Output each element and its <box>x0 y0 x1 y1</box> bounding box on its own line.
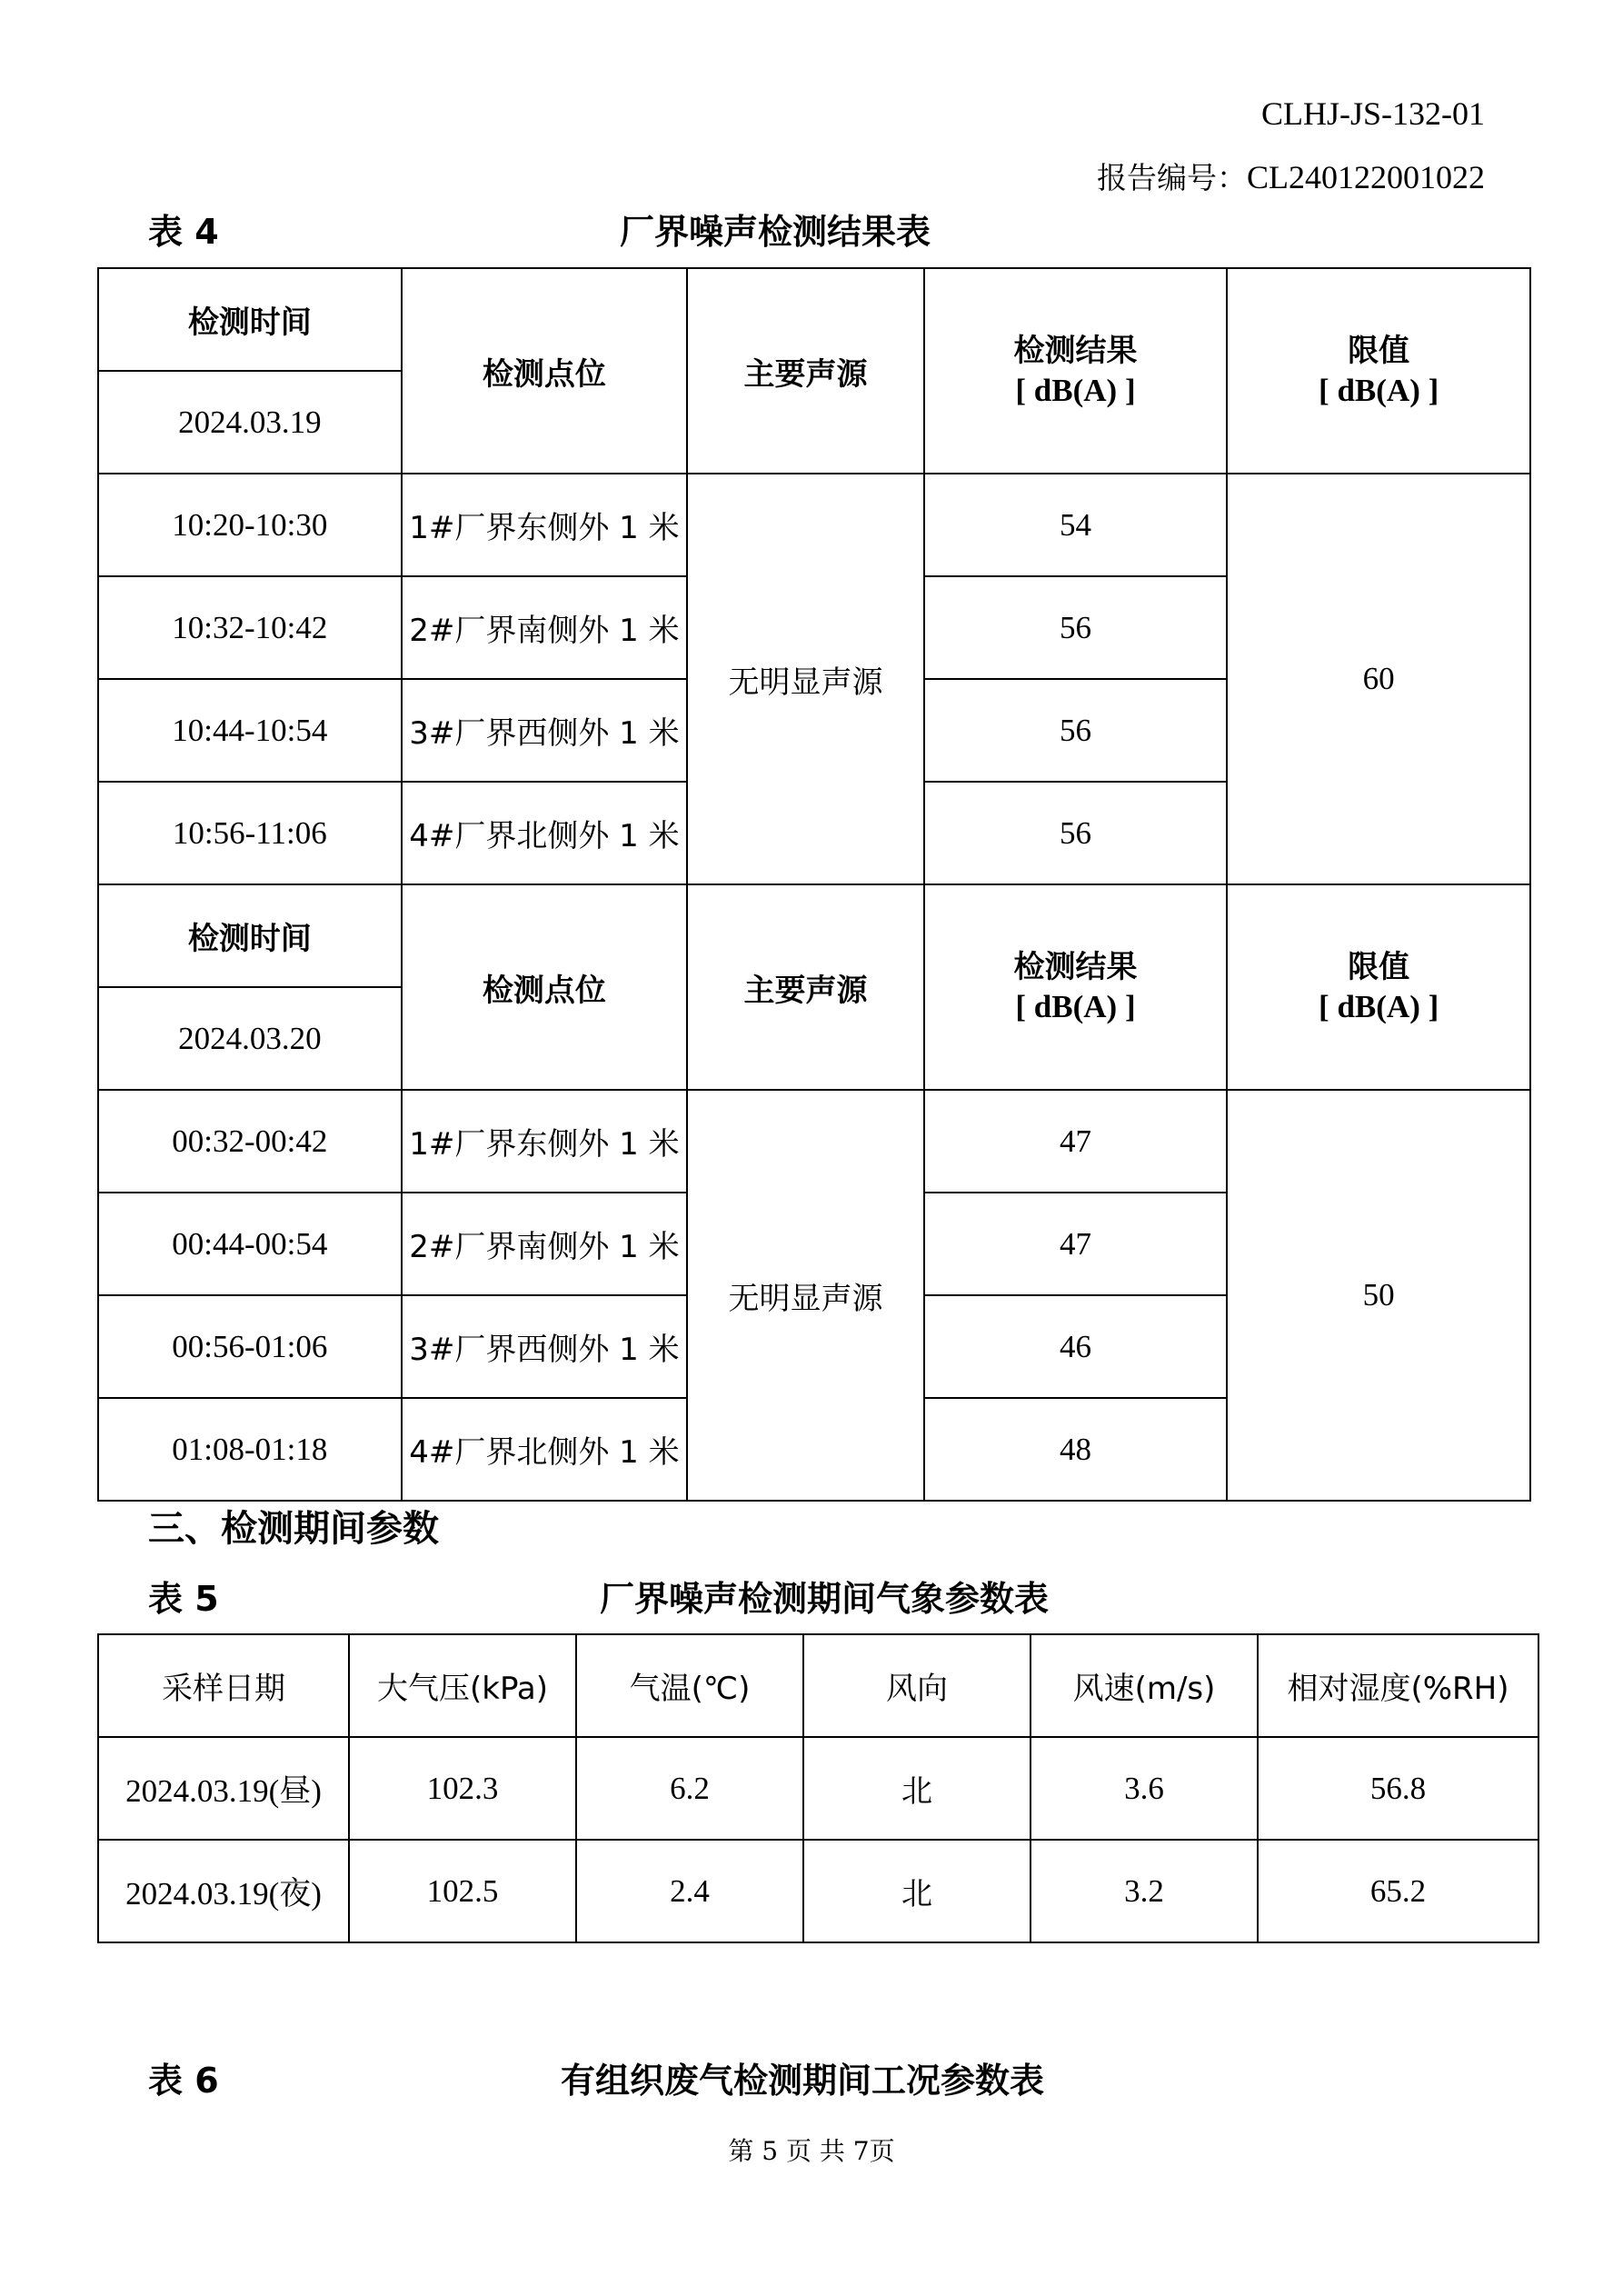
table5-header-cell: 气温(℃) <box>576 1634 803 1737</box>
report-number <box>1097 155 1485 197</box>
report-number-label: 报告编号： <box>1096 160 1247 195</box>
table5-header-cell: 相对湿度(%RH) <box>1258 1634 1538 1737</box>
table6-label: 表 6 <box>148 2061 219 2101</box>
table5-header-cell: 大气压(kPa) <box>349 1634 576 1737</box>
header-limit-label: 限值 <box>1348 333 1410 369</box>
header-result-unit: [ dB(A) ] <box>1015 373 1136 408</box>
table5-cell: 56.8 <box>1258 1737 1538 1840</box>
main-source: 无明显声源 <box>687 474 923 884</box>
weather-params-table <box>97 1633 1539 1943</box>
table-row <box>98 1840 1538 1942</box>
table5-header-cell: 采样日期 <box>98 1634 349 1737</box>
measure-time: 10:56-11:06 <box>98 782 402 884</box>
table5-cell: 6.2 <box>576 1737 803 1840</box>
report-number-value: CL240122001022 <box>1246 159 1485 195</box>
measure-result: 56 <box>924 679 1228 782</box>
table4-title: 厂界噪声检测结果表 <box>620 212 931 252</box>
header-limit-unit: [ dB(A) ] <box>1319 989 1439 1024</box>
measure-time: 01:08-01:18 <box>98 1398 402 1501</box>
header-time: 检测时间 <box>98 268 402 371</box>
measure-time: 10:32-10:42 <box>98 576 402 679</box>
header-result-label: 检测结果 <box>1013 949 1138 985</box>
table5-cell: 2024.03.19(昼) <box>98 1737 349 1840</box>
header-limit <box>1227 884 1530 1090</box>
measure-time: 10:44-10:54 <box>98 679 402 782</box>
table5-cell: 北 <box>803 1737 1031 1840</box>
header-result <box>924 268 1228 474</box>
table5-header-cell: 风向 <box>803 1634 1031 1737</box>
header-limit-unit: [ dB(A) ] <box>1319 373 1439 408</box>
table4-label: 表 4 <box>148 212 219 252</box>
table5-cell: 102.3 <box>349 1737 576 1840</box>
header-result <box>924 884 1228 1090</box>
measure-point: 4#厂界北侧外 1 米 <box>402 782 688 884</box>
table5-header-cell: 风速(m/s) <box>1031 1634 1258 1737</box>
header-limit-label: 限值 <box>1348 949 1410 985</box>
measure-point: 2#厂界南侧外 1 米 <box>402 1193 688 1295</box>
document-code: CLHJ-JS-132-01 <box>1260 95 1485 132</box>
measure-result: 56 <box>924 576 1228 679</box>
limit-value: 50 <box>1227 1090 1530 1501</box>
header-limit <box>1227 268 1530 474</box>
table5-cell: 65.2 <box>1258 1840 1538 1942</box>
table5-header-row <box>98 1634 1538 1737</box>
measure-time: 00:32-00:42 <box>98 1090 402 1193</box>
measure-time: 00:56-01:06 <box>98 1295 402 1398</box>
measure-result: 47 <box>924 1193 1228 1295</box>
table5-cell: 102.5 <box>349 1840 576 1942</box>
table-row <box>98 474 1530 576</box>
table-row <box>98 1737 1538 1840</box>
table6-title: 有组织废气检测期间工况参数表 <box>561 2061 1045 2101</box>
measure-result: 54 <box>924 474 1228 576</box>
measure-point: 1#厂界东侧外 1 米 <box>402 1090 688 1193</box>
measure-date: 2024.03.19 <box>98 371 402 474</box>
section-heading: 三、检测期间参数 <box>148 1508 439 1550</box>
measure-result: 56 <box>924 782 1228 884</box>
header-time: 检测时间 <box>98 884 402 987</box>
header-result-label: 检测结果 <box>1013 333 1138 369</box>
measure-result: 46 <box>924 1295 1228 1398</box>
header-point: 检测点位 <box>402 268 688 474</box>
table-row <box>98 1090 1530 1193</box>
measure-time: 10:20-10:30 <box>98 474 402 576</box>
header-result-unit: [ dB(A) ] <box>1015 989 1136 1024</box>
header-source: 主要声源 <box>687 884 923 1090</box>
limit-value: 60 <box>1227 474 1530 884</box>
measure-point: 3#厂界西侧外 1 米 <box>402 1295 688 1398</box>
table4-header-row <box>98 884 1530 987</box>
header-point: 检测点位 <box>402 884 688 1090</box>
noise-results-table <box>97 267 1531 1502</box>
page-footer: 第 5 页 共 7页 <box>728 2136 895 2166</box>
table4-header-row <box>98 268 1530 371</box>
measure-date: 2024.03.20 <box>98 987 402 1090</box>
table5-cell: 2.4 <box>576 1840 803 1942</box>
measure-result: 48 <box>924 1398 1228 1501</box>
table5-title: 厂界噪声检测期间气象参数表 <box>600 1579 1050 1619</box>
table5-cell: 3.6 <box>1031 1737 1258 1840</box>
table5-cell: 3.2 <box>1031 1840 1258 1942</box>
header-source: 主要声源 <box>687 268 923 474</box>
measure-point: 3#厂界西侧外 1 米 <box>402 679 688 782</box>
measure-result: 47 <box>924 1090 1228 1193</box>
measure-point: 1#厂界东侧外 1 米 <box>402 474 688 576</box>
table5-label: 表 5 <box>148 1579 219 1619</box>
main-source: 无明显声源 <box>687 1090 923 1501</box>
table5-cell: 北 <box>803 1840 1031 1942</box>
table5-cell: 2024.03.19(夜) <box>98 1840 349 1942</box>
measure-point: 4#厂界北侧外 1 米 <box>402 1398 688 1501</box>
measure-point: 2#厂界南侧外 1 米 <box>402 576 688 679</box>
measure-time: 00:44-00:54 <box>98 1193 402 1295</box>
